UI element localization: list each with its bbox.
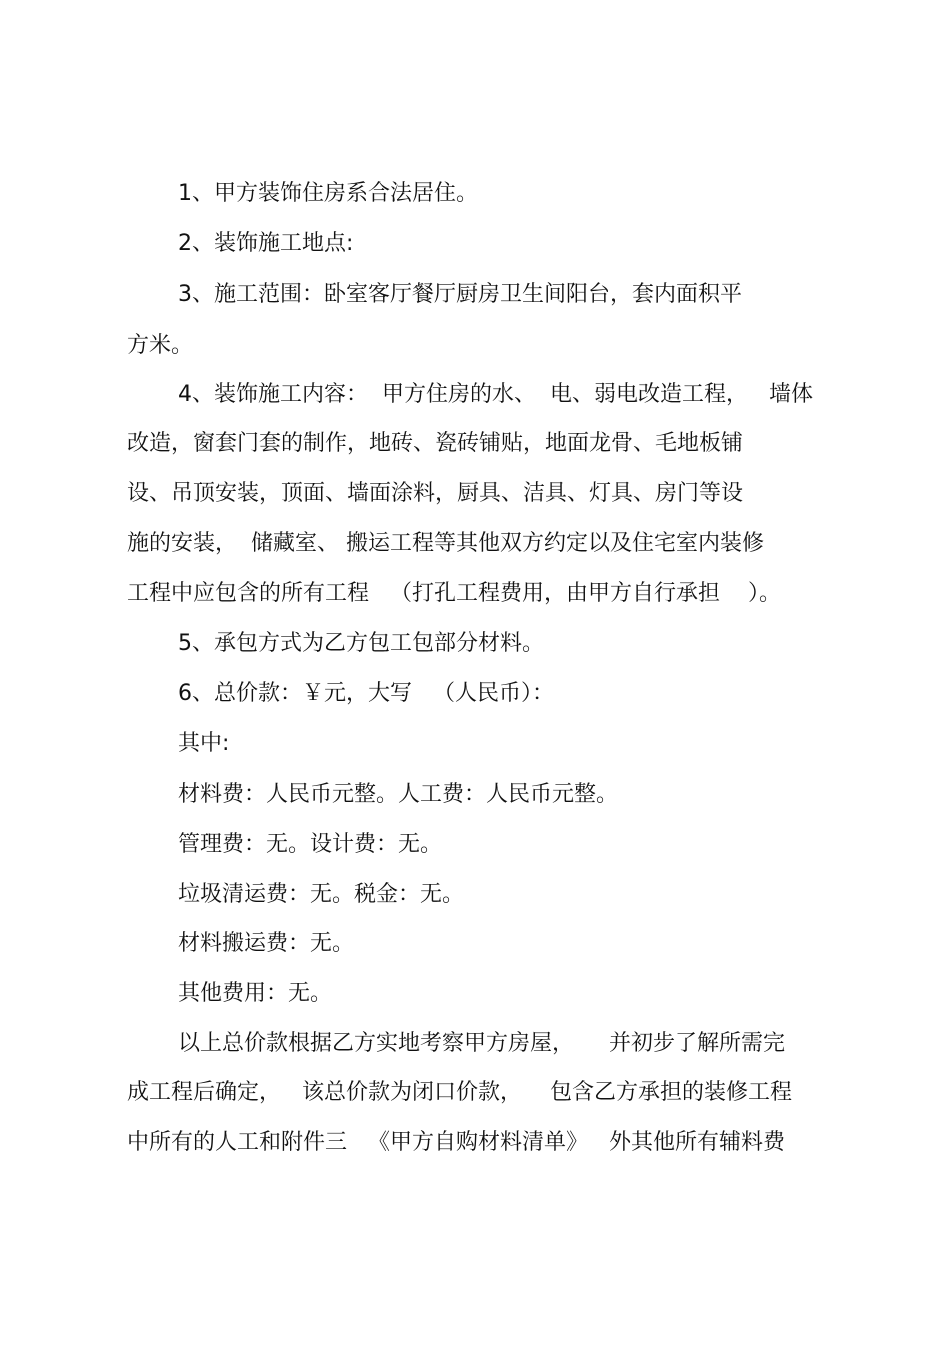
fee-line: 材料费：人民币元整。人工费：人民币元整。 bbox=[178, 782, 619, 807]
fee-line: 垃圾清运费：无。税金：无。 bbox=[178, 882, 465, 907]
clause-1: 1、甲方装饰住房系合法居住。 bbox=[178, 181, 478, 206]
clause-3-continued: 方米。 bbox=[127, 333, 194, 358]
clause-4-continued: 改造，窗套门套的制作，地砖、瓷砖铺贴，地面龙骨、毛地板铺 bbox=[127, 431, 744, 456]
clause-6: 6、总价款：￥元，大写 （人民币）： bbox=[178, 681, 554, 706]
clause-4-continued: 工程中应包含的所有工程 （打孔工程费用，由甲方自行承担 ）。 bbox=[127, 581, 781, 606]
clause-2: 2、装饰施工地点: bbox=[178, 231, 354, 256]
clause-5: 5、承包方式为乙方包工包部分材料。 bbox=[178, 631, 544, 656]
price-breakdown-heading: 其中: bbox=[178, 731, 230, 756]
clause-4-continued: 施的安装， 储藏室、 搬运工程等其他双方约定以及住宅室内装修 bbox=[127, 531, 764, 556]
clause-4: 4、装饰施工内容： 甲方住房的水、 电、弱电改造工程， 墙体 bbox=[178, 382, 813, 407]
clause-4-continued: 设、吊顶安装，顶面、墙面涂料，厨具、洁具、灯具、房门等设 bbox=[127, 481, 744, 506]
fee-line: 其他费用：无。 bbox=[178, 981, 333, 1006]
fee-line: 材料搬运费：无。 bbox=[178, 931, 355, 956]
fee-line: 管理费：无。设计费：无。 bbox=[178, 832, 443, 857]
clause-3: 3、施工范围：卧室客厅餐厅厨房卫生间阳台，套内面积平 bbox=[178, 282, 742, 307]
price-explanation-continued: 中所有的人工和附件三 《甲方自购材料清单》 外其他所有辅料费 bbox=[127, 1130, 785, 1155]
price-explanation-continued: 成工程后确定， 该总价款为闭口价款， 包含乙方承担的装修工程 bbox=[127, 1080, 792, 1105]
price-explanation: 以上总价款根据乙方实地考察甲方房屋， 并初步了解所需完 bbox=[178, 1031, 785, 1056]
